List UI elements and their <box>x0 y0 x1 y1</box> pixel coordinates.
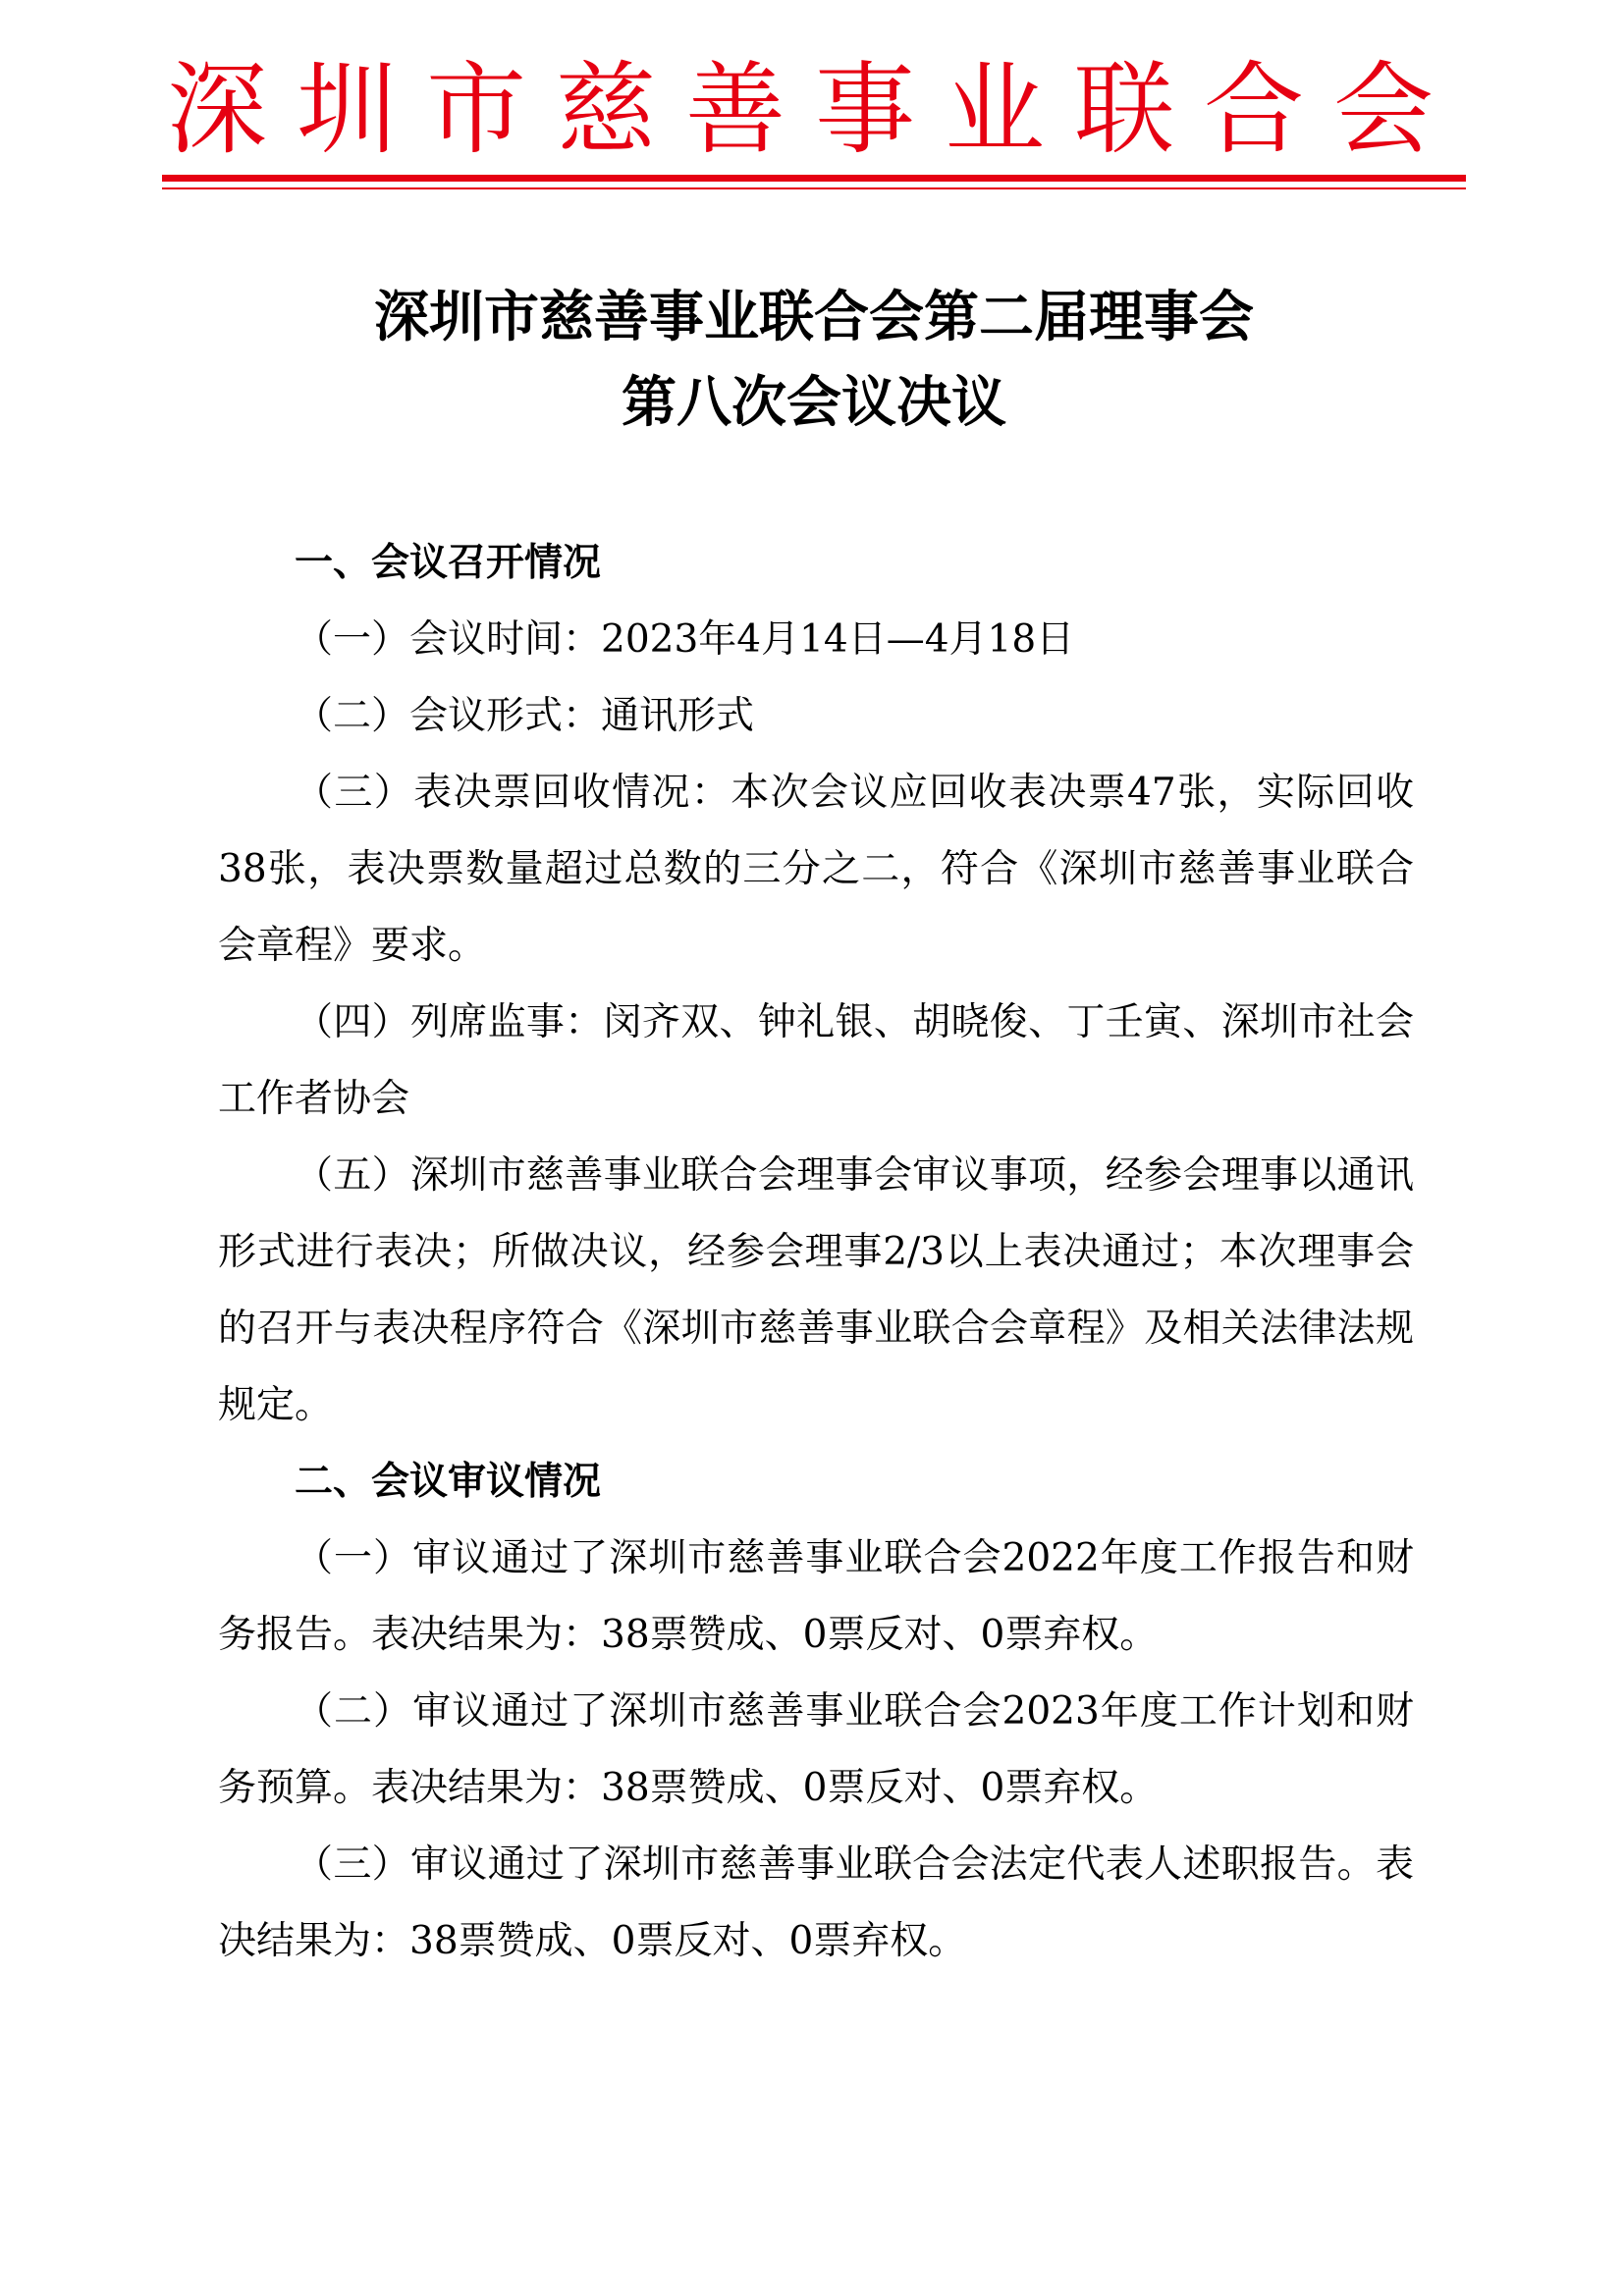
paragraph: （二）审议通过了深圳市慈善事业联合会2023年度工作计划和财务预算。表决结果为：38票赞成、0票反对、0票弃权。 <box>218 1689 1414 1810</box>
document-title-line-1: 深圳市慈善事业联合会第二届理事会 <box>374 285 1254 349</box>
document-title-line-2: 第八次会议决议 <box>622 370 1006 435</box>
paragraph: （三）表决票回收情况：本次会议应回收表决票47张，实际回收38张，表决票数量超过总数的三分之二，符合《深圳市慈善事业联合会章程》要求。 <box>218 771 1414 968</box>
masthead-rule-thin <box>162 187 1466 189</box>
masthead-title: 深圳市慈善事业联合会 <box>167 52 1463 169</box>
paragraph: （一）会议时间：2023年4月14日—4月18日 <box>295 617 1075 662</box>
paragraph: （一）审议通过了深圳市慈善事业联合会2022年度工作报告和财务报告。表决结果为：38票赞成、0票反对、0票弃权。 <box>218 1536 1414 1657</box>
paragraph: （二）会议形式：通讯形式 <box>295 694 755 738</box>
paragraph: （三）审议通过了深圳市慈善事业联合会法定代表人述职报告。表决结果为：38票赞成、0票反对、0票弃权。 <box>218 1842 1414 1963</box>
paragraph: （四）列席监事：闵齐双、钟礼银、胡晓俊、丁壬寅、深圳市社会工作者协会 <box>218 1000 1414 1121</box>
paragraph: （五）深圳市慈善事业联合会理事会审议事项，经参会理事以通讯形式进行表决；所做决议，经参会理事2/3以上表决通过；本次理事会的召开与表决程序符合《深圳市慈善事业联合会章程》及相关法律法规规定。 <box>218 1153 1414 1427</box>
masthead-rule-thick <box>162 175 1466 182</box>
section-heading: 二、会议审议情况 <box>295 1460 602 1504</box>
section-heading: 一、会议召开情况 <box>295 541 602 585</box>
document-body <box>218 525 1414 1980</box>
